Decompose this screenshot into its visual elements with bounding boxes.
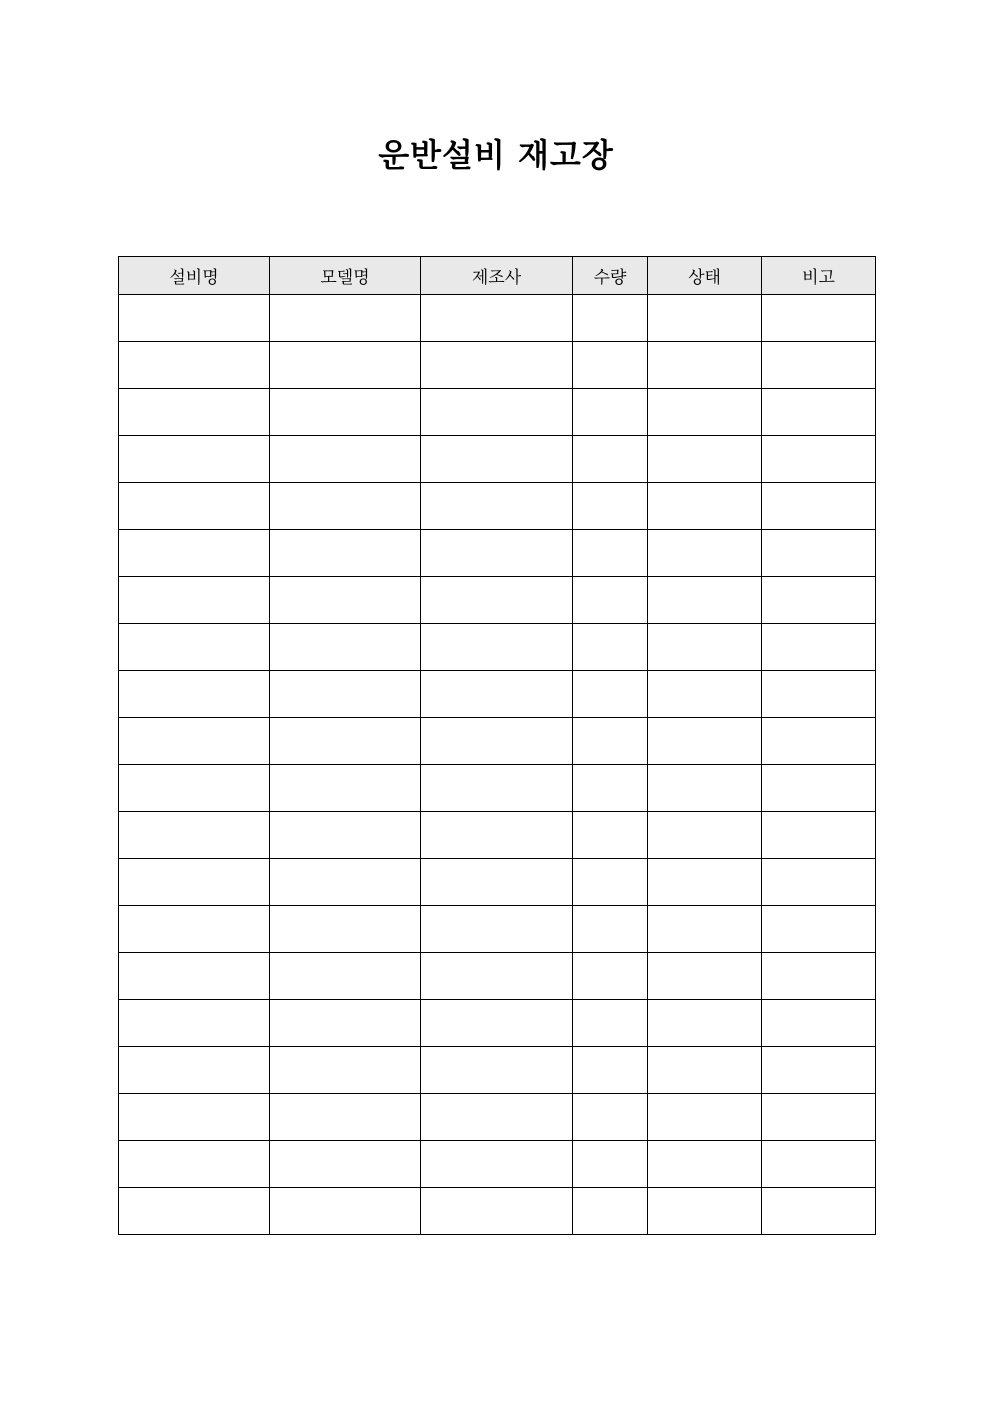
- quantity-cell[interactable]: [573, 1094, 648, 1141]
- manufacturer-cell[interactable]: [421, 1188, 573, 1235]
- model-name-cell[interactable]: [270, 765, 421, 812]
- status-cell[interactable]: [648, 342, 762, 389]
- manufacturer-cell[interactable]: [421, 577, 573, 624]
- model-name-cell[interactable]: [270, 1141, 421, 1188]
- model-name-cell[interactable]: [270, 530, 421, 577]
- model-name-cell[interactable]: [270, 483, 421, 530]
- header-remarks: 비고: [762, 257, 876, 295]
- status-cell[interactable]: [648, 577, 762, 624]
- manufacturer-cell[interactable]: [421, 906, 573, 953]
- equipment-name-cell[interactable]: [119, 483, 270, 530]
- remarks-cell[interactable]: [762, 906, 876, 953]
- status-cell[interactable]: [648, 530, 762, 577]
- model-name-cell[interactable]: [270, 577, 421, 624]
- manufacturer-cell[interactable]: [421, 530, 573, 577]
- table-row: [119, 1000, 876, 1047]
- status-cell[interactable]: [648, 1188, 762, 1235]
- quantity-cell[interactable]: [573, 718, 648, 765]
- status-cell[interactable]: [648, 1000, 762, 1047]
- quantity-cell[interactable]: [573, 436, 648, 483]
- equipment-name-cell[interactable]: [119, 1188, 270, 1235]
- remarks-cell[interactable]: [762, 1094, 876, 1141]
- model-name-cell[interactable]: [270, 624, 421, 671]
- table-row: [119, 624, 876, 671]
- inventory-table: [118, 256, 876, 1235]
- equipment-name-cell[interactable]: [119, 624, 270, 671]
- table-row: [119, 718, 876, 765]
- quantity-cell[interactable]: [573, 530, 648, 577]
- manufacturer-cell[interactable]: [421, 436, 573, 483]
- remarks-cell[interactable]: [762, 577, 876, 624]
- status-cell[interactable]: [648, 295, 762, 342]
- equipment-name-cell[interactable]: [119, 1141, 270, 1188]
- table-row: [119, 1141, 876, 1188]
- table-row: [119, 953, 876, 1000]
- status-cell[interactable]: [648, 483, 762, 530]
- header-equipment-name: 설비명: [119, 257, 270, 295]
- remarks-cell[interactable]: [762, 859, 876, 906]
- manufacturer-cell[interactable]: [421, 295, 573, 342]
- equipment-name-cell[interactable]: [119, 530, 270, 577]
- equipment-name-cell[interactable]: [119, 1000, 270, 1047]
- status-cell[interactable]: [648, 1094, 762, 1141]
- remarks-cell[interactable]: [762, 530, 876, 577]
- status-cell[interactable]: [648, 859, 762, 906]
- manufacturer-cell[interactable]: [421, 859, 573, 906]
- equipment-name-cell[interactable]: [119, 906, 270, 953]
- manufacturer-cell[interactable]: [421, 1141, 573, 1188]
- table-row: [119, 295, 876, 342]
- table-row: [119, 765, 876, 812]
- quantity-cell[interactable]: [573, 765, 648, 812]
- quantity-cell[interactable]: [573, 1141, 648, 1188]
- model-name-cell[interactable]: [270, 953, 421, 1000]
- status-cell[interactable]: [648, 389, 762, 436]
- remarks-cell[interactable]: [762, 295, 876, 342]
- equipment-name-cell[interactable]: [119, 389, 270, 436]
- quantity-cell[interactable]: [573, 671, 648, 718]
- header-manufacturer: 제조사: [421, 257, 573, 295]
- remarks-cell[interactable]: [762, 624, 876, 671]
- table-row: [119, 483, 876, 530]
- header-quantity: 수량: [573, 257, 648, 295]
- equipment-name-cell[interactable]: [119, 436, 270, 483]
- model-name-cell[interactable]: [270, 1047, 421, 1094]
- manufacturer-cell[interactable]: [421, 483, 573, 530]
- table-row: [119, 812, 876, 859]
- table-row: [119, 530, 876, 577]
- status-cell[interactable]: [648, 436, 762, 483]
- remarks-cell[interactable]: [762, 812, 876, 859]
- quantity-cell[interactable]: [573, 577, 648, 624]
- remarks-cell[interactable]: [762, 1188, 876, 1235]
- manufacturer-cell[interactable]: [421, 812, 573, 859]
- header-model-name: 모델명: [270, 257, 421, 295]
- model-name-cell[interactable]: [270, 812, 421, 859]
- manufacturer-cell[interactable]: [421, 1000, 573, 1047]
- table-row: [119, 906, 876, 953]
- table-row: [119, 1188, 876, 1235]
- status-cell[interactable]: [648, 624, 762, 671]
- remarks-cell[interactable]: [762, 1047, 876, 1094]
- table-row: [119, 577, 876, 624]
- model-name-cell[interactable]: [270, 436, 421, 483]
- quantity-cell[interactable]: [573, 953, 648, 1000]
- table-body: [119, 295, 876, 1235]
- equipment-name-cell[interactable]: [119, 859, 270, 906]
- model-name-cell[interactable]: [270, 342, 421, 389]
- model-name-cell[interactable]: [270, 1000, 421, 1047]
- model-name-cell[interactable]: [270, 671, 421, 718]
- header-status: 상태: [648, 257, 762, 295]
- model-name-cell[interactable]: [270, 859, 421, 906]
- status-cell[interactable]: [648, 765, 762, 812]
- manufacturer-cell[interactable]: [421, 624, 573, 671]
- quantity-cell[interactable]: [573, 624, 648, 671]
- manufacturer-cell[interactable]: [421, 718, 573, 765]
- quantity-cell[interactable]: [573, 342, 648, 389]
- equipment-name-cell[interactable]: [119, 671, 270, 718]
- header-row: [119, 257, 876, 295]
- equipment-name-cell[interactable]: [119, 1047, 270, 1094]
- remarks-cell[interactable]: [762, 389, 876, 436]
- equipment-name-cell[interactable]: [119, 295, 270, 342]
- quantity-cell[interactable]: [573, 1047, 648, 1094]
- model-name-cell[interactable]: [270, 1188, 421, 1235]
- equipment-name-cell[interactable]: [119, 765, 270, 812]
- table-row: [119, 671, 876, 718]
- equipment-name-cell[interactable]: [119, 342, 270, 389]
- status-cell[interactable]: [648, 812, 762, 859]
- model-name-cell[interactable]: [270, 389, 421, 436]
- quantity-cell[interactable]: [573, 389, 648, 436]
- equipment-name-cell[interactable]: [119, 1094, 270, 1141]
- remarks-cell[interactable]: [762, 765, 876, 812]
- table-row: [119, 436, 876, 483]
- status-cell[interactable]: [648, 718, 762, 765]
- equipment-name-cell[interactable]: [119, 718, 270, 765]
- manufacturer-cell[interactable]: [421, 342, 573, 389]
- equipment-name-cell[interactable]: [119, 812, 270, 859]
- quantity-cell[interactable]: [573, 1000, 648, 1047]
- model-name-cell[interactable]: [270, 718, 421, 765]
- page-title: 운반설비 재고장: [378, 136, 614, 174]
- equipment-name-cell[interactable]: [119, 577, 270, 624]
- status-cell[interactable]: [648, 1141, 762, 1188]
- manufacturer-cell[interactable]: [421, 765, 573, 812]
- model-name-cell[interactable]: [270, 906, 421, 953]
- table-row: [119, 859, 876, 906]
- status-cell[interactable]: [648, 1047, 762, 1094]
- quantity-cell[interactable]: [573, 859, 648, 906]
- status-cell[interactable]: [648, 953, 762, 1000]
- remarks-cell[interactable]: [762, 483, 876, 530]
- table-row: [119, 389, 876, 436]
- manufacturer-cell[interactable]: [421, 1094, 573, 1141]
- manufacturer-cell[interactable]: [421, 389, 573, 436]
- remarks-cell[interactable]: [762, 671, 876, 718]
- model-name-cell[interactable]: [270, 295, 421, 342]
- equipment-name-cell[interactable]: [119, 953, 270, 1000]
- remarks-cell[interactable]: [762, 436, 876, 483]
- quantity-cell[interactable]: [573, 812, 648, 859]
- manufacturer-cell[interactable]: [421, 953, 573, 1000]
- manufacturer-cell[interactable]: [421, 671, 573, 718]
- quantity-cell[interactable]: [573, 483, 648, 530]
- manufacturer-cell[interactable]: [421, 1047, 573, 1094]
- remarks-cell[interactable]: [762, 1000, 876, 1047]
- quantity-cell[interactable]: [573, 906, 648, 953]
- remarks-cell[interactable]: [762, 718, 876, 765]
- model-name-cell[interactable]: [270, 1094, 421, 1141]
- remarks-cell[interactable]: [762, 342, 876, 389]
- status-cell[interactable]: [648, 671, 762, 718]
- remarks-cell[interactable]: [762, 1141, 876, 1188]
- table-row: [119, 342, 876, 389]
- table-row: [119, 1094, 876, 1141]
- quantity-cell[interactable]: [573, 1188, 648, 1235]
- table-row: [119, 1047, 876, 1094]
- remarks-cell[interactable]: [762, 953, 876, 1000]
- quantity-cell[interactable]: [573, 295, 648, 342]
- status-cell[interactable]: [648, 906, 762, 953]
